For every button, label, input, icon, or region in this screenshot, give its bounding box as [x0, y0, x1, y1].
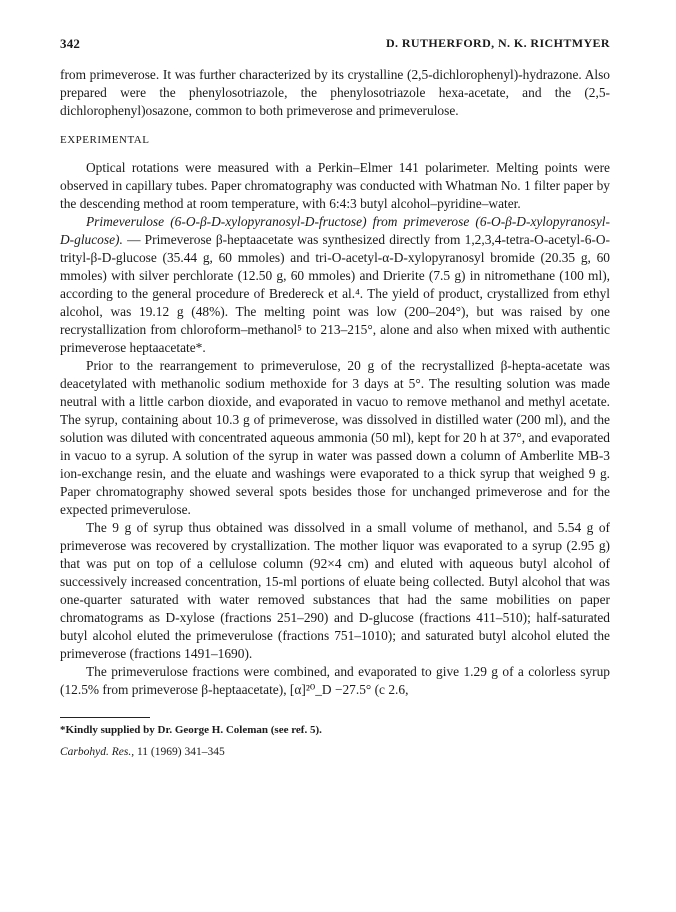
paragraph-result: The primeverulose fractions were combined, and evaporated to give 1.29 g of a colorless syrup (12.5% from primeverose β-heptaacetate), [α]²⁰_D −27.5° (c 2.6, — [60, 664, 610, 697]
section-heading: EXPERIMENTAL — [60, 134, 150, 146]
journal-citation — [60, 746, 610, 758]
running-header — [60, 36, 610, 52]
footnote: *Kindly supplied by Dr. George H. Coleman (see ref. 5). — [60, 724, 322, 736]
footnote-rule — [60, 717, 150, 718]
journal-name: Carbohyd. Res., — [60, 746, 135, 758]
running-authors: D. RUTHERFORD, N. K. RICHTMYER — [385, 36, 610, 50]
page-number: 342 — [60, 36, 81, 51]
intro-paragraph: from primeverose. It was further characterized by its crystalline (2,5-dichlorophenyl)-hydrazone. Also prepared were the phenylosotriazole, the phenylosotriazole hexa-acetate, and the (2,5-dichlorophenyl)osazone, common to both primeverose and primeverulose. — [60, 67, 610, 118]
page — [60, 36, 610, 758]
paragraph-synthesis — [60, 213, 610, 357]
paragraph-rearrangement: Prior to the rearrangement to primeverulose, 20 g of the recrystallized β-hepta-acetate was deacetylated with methanolic sodium methoxide for 3 days at 5°. The resulting solution was made neutral with a little carbon dioxide, and evaporated in vacuo to remove methanol and methyl acetate. The syrup, containing about 10.3 g of primeverose, was dissolved in distilled water (200 ml), and the solution was diluted with concentrated aqueous ammonia (50 ml), kept for 20 h at 37°, and evaporated in vacuo to a syrup. A solution of the syrup in water was passed down a column of Amberlite MB-3 ion-exchange resin, and the eluate and washings were evaporated to a thick syrup that weighed 9 g. Paper chromatography showed several spots besides those for unchanged primeverose and for the expected primeverulose. — [60, 358, 610, 517]
paragraph-chromatography: The 9 g of syrup thus obtained was dissolved in a small volume of methanol, and 5.54 g of primeverose was recovered by crystallization. The mother liquor was evaporated to a syrup (2.95 g) that was put on top of a cellulose column (92×4 cm) and eluted with aqueous butyl alcohol of successively increased concentration, 15-ml portions of eluate being collected. Butyl alcohol that was one-quarter saturated with water removed substances that had the same mobilities on paper chromatograms as D-xylose (fractions 251–290) and D-glucose (fractions 411–510); half-saturated butyl alcohol eluted the primeverulose (fractions 751–1010); and saturated butyl alcohol eluted the primeverose (fractions 1491–1690). — [60, 520, 610, 661]
paragraph-methods: Optical rotations were measured with a Perkin–Elmer 141 polarimeter. Melting points were observed in capillary tubes. Paper chromatography was conducted with Whatman No. 1 filter paper by the descending method at room temperature, with 6:4:3 butyl alcohol–pyridine–water. — [60, 160, 610, 211]
procedure-body: — Primeverose β-heptaacetate was synthesized directly from 1,2,3,4-tetra-O-acetyl-6-O-trityl-β-D-glucose (35.44 g, 60 mmoles) and tri-O-acetyl-α-D-xylopyranosyl bromide (20.35 g, 60 mmoles) with silver perchlorate (12.50 g, 60 mmoles) and Drierite (7.5 g) in nitromethane (100 ml), according to the general procedure of Bredereck et al.⁴. The yield of product, crystallized from ethyl alcohol, was 19.12 g (48%). The melting point was low (200–204°), but was raised by one recrystallization from chloroform–methanol⁵ to 213–215°, alone and also when mixed with authentic primeverose heptaacetate*. — [60, 232, 610, 355]
procedure-title: Primeverulose (6-O-β-D-xylopyranosyl-D-fructose) from primeverose (6-O-β-D-xylopyranosyl-D-glucose). — [60, 214, 610, 247]
journal-volume: 11 (1969) 341–345 — [134, 746, 225, 758]
